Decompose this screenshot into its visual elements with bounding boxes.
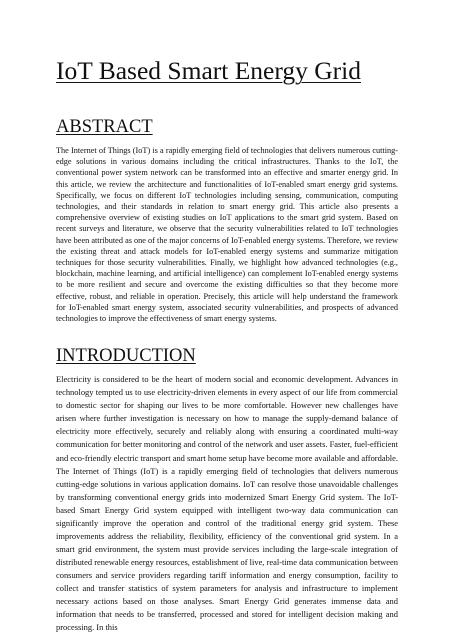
- introduction-paragraph: Electricity is considered to be the heart of modern social and economic development. Advances in technology tempted us to use electricity-driven elements in every aspect of our life from commercial to domestic sector for shaping our lives to be more comfortable. However new challenges have arisen where further investigation is necessary on how to manage the supply-demand balance of electricity more effectively, securely and reliably along with ensuring a coordinated multi-way communication for better monitoring and control of the network and user assets. Faster, fuel-efficient and eco-friendly electric transport and smart home setup have become more available and affordable. The Internet of Things (IoT) is a rapidly emerging field of technologies that delivers numerous cutting-edge solutions in various application domains. IoT can resolve those unavoidable challenges by transforming conventional energy grids into modernized Smart Energy Grid system. The IoT-based Smart Energy Grid system equipped with intelligent two-way data communication can significantly improve the operation and control of the traditional energy grid system. These improvements address the reliability, flexibility, efficiency of the conventional grid system. In a smart grid environment, the system must provide services including the large-scale integration of distributed renewable energy resources, establishment of live, real-time data communication between consumers and service providers regarding tariff information and energy consumption, facility to collect and transfer statistics of system parameters for analysis and infrastructure to implement necessary actions based on those analyses. Smart Energy Grid generates immense data and information that needs to be transferred, processed and stored for intelligent decision making and processing. In this: [56, 374, 398, 633]
- document-title: IoT Based Smart Energy Grid: [56, 56, 362, 85]
- introduction-heading: INTRODUCTION: [56, 346, 196, 367]
- abstract-heading: ABSTRACT: [56, 117, 153, 137]
- abstract-paragraph: The Internet of Things (IoT) is a rapidly emerging field of technologies that delivers numerous cutting-edge solutions in various domains including the critical infrastructures. Thanks to the IoT, the conventional power system network can be transformed into an effective and smarter energy grid. In this article, we review the architecture and functionalities of IoT-enabled smart energy grid systems. Specifically, we focus on different IoT technologies including sensing, communication, computing technologies, and their standards in relation to smart energy grid. This article also presents a comprehensive overview of existing studies on IoT applications to the smart grid system. Based on recent surveys and literature, we observe that the security vulnerabilities related to IoT technologies have been attributed as one of the major concerns of IoT-enabled energy systems. Therefore, we review the existing threat and attack models for IoT-enabled energy systems and summarize mitigation techniques for those security vulnerabilities. Finally, we highlight how advanced technologies (e.g., blockchain, machine learning, and artificial intelligence) can complement IoT-enabled energy systems to be more resilient and secure and overcome the existing difficulties so that they become more effective, robust, and reliable in operation. Precisely, this article will help understand the framework for IoT-enabled smart energy system, associated security vulnerabilities, and prospects of advanced technologies to improve the effectiveness of smart energy systems.: [56, 146, 398, 324]
